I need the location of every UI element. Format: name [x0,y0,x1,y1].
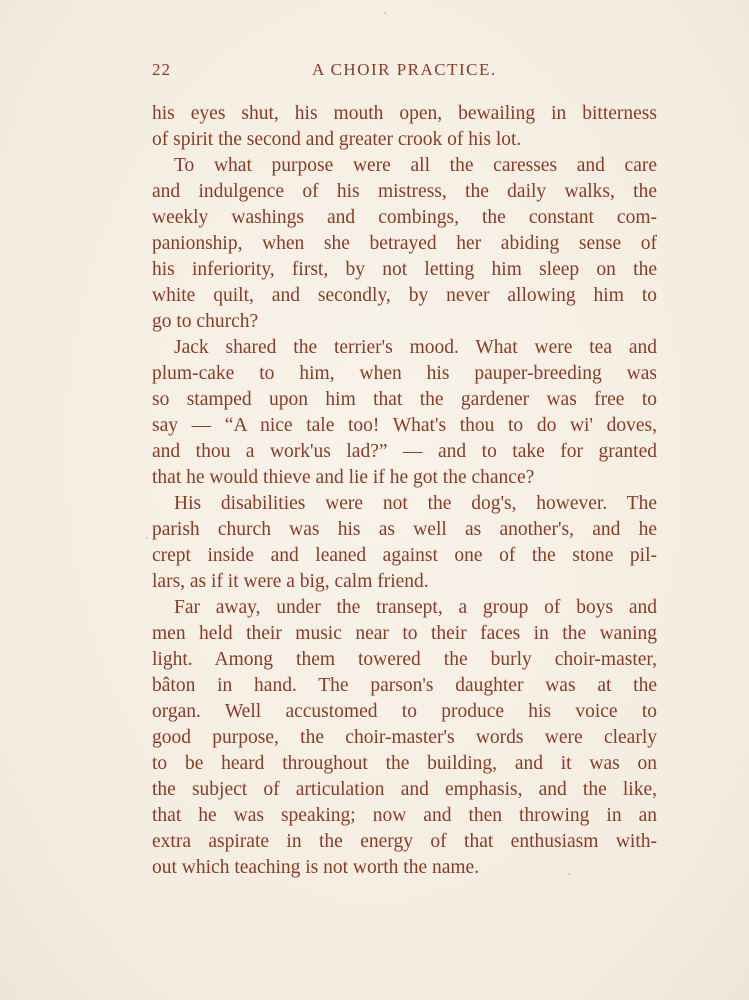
text-line: so stamped upon him that the gardener was free to [152,389,657,410]
paper-speck [146,537,148,539]
text-line: the subject of articulation and emphasis, and the like, [152,779,657,800]
text-line: that he would thieve and lie if he got the chance? [152,467,535,488]
text-line: crept inside and leaned against one of the stone pil- [152,545,657,566]
text-line: plum-cake to him, when his pauper-breeding was [152,363,657,384]
body-text [152,101,657,881]
text-line: parish church was his as well as another's, and he [152,519,657,540]
text-line: bâton in hand. The parson's daughter was at the [152,675,657,696]
text-line: and thou a work'us lad?” — and to take for granted [152,441,657,462]
text-line: panionship, when she betrayed her abiding sense of [152,233,657,254]
text-line: his eyes shut, his mouth open, bewailing in bitterness [152,103,657,124]
text-line: to be heard throughout the building, and it was on [152,753,657,774]
text-line: To what purpose were all the caresses and care [174,155,657,176]
text-line: lars, as if it were a big, calm friend. [152,571,429,592]
paper-speck [384,12,386,14]
text-line: weekly washings and combings, the constant com- [152,207,657,228]
text-line: Far away, under the transept, a group of boys and [174,597,657,618]
text-line: white quilt, and secondly, by never allowing him to [152,285,657,306]
text-line: His disabilities were not the dog's, however. The [174,493,657,514]
text-line: extra aspirate in the energy of that enthusiasm with- [152,831,657,852]
running-title: A CHOIR PRACTICE. [312,60,497,79]
text-line: his inferiority, first, by not letting him sleep on the [152,259,657,280]
text-line: organ. Well accustomed to produce his voice to [152,701,657,722]
text-line: men held their music near to their faces in the waning [152,623,657,644]
text-line: of spirit the second and greater crook of his lot. [152,129,522,150]
text-line: that he was speaking; now and then throwing in an [152,805,657,826]
text-line: go to church? [152,311,259,332]
text-line: Jack shared the terrier's mood. What were tea and [174,337,657,358]
text-line: and indulgence of his mistress, the daily walks, the [152,181,657,202]
text-line: good purpose, the choir-master's words were clearly [152,727,657,748]
paper-speck [568,873,570,875]
running-head [152,60,652,86]
text-line: out which teaching is not worth the name. [152,857,480,878]
text-line: say — “A nice tale too! What's thou to do wi' doves, [152,415,657,436]
text-line: light. Among them towered the burly choir-master, [152,649,657,670]
page-number: 22 [152,60,171,79]
